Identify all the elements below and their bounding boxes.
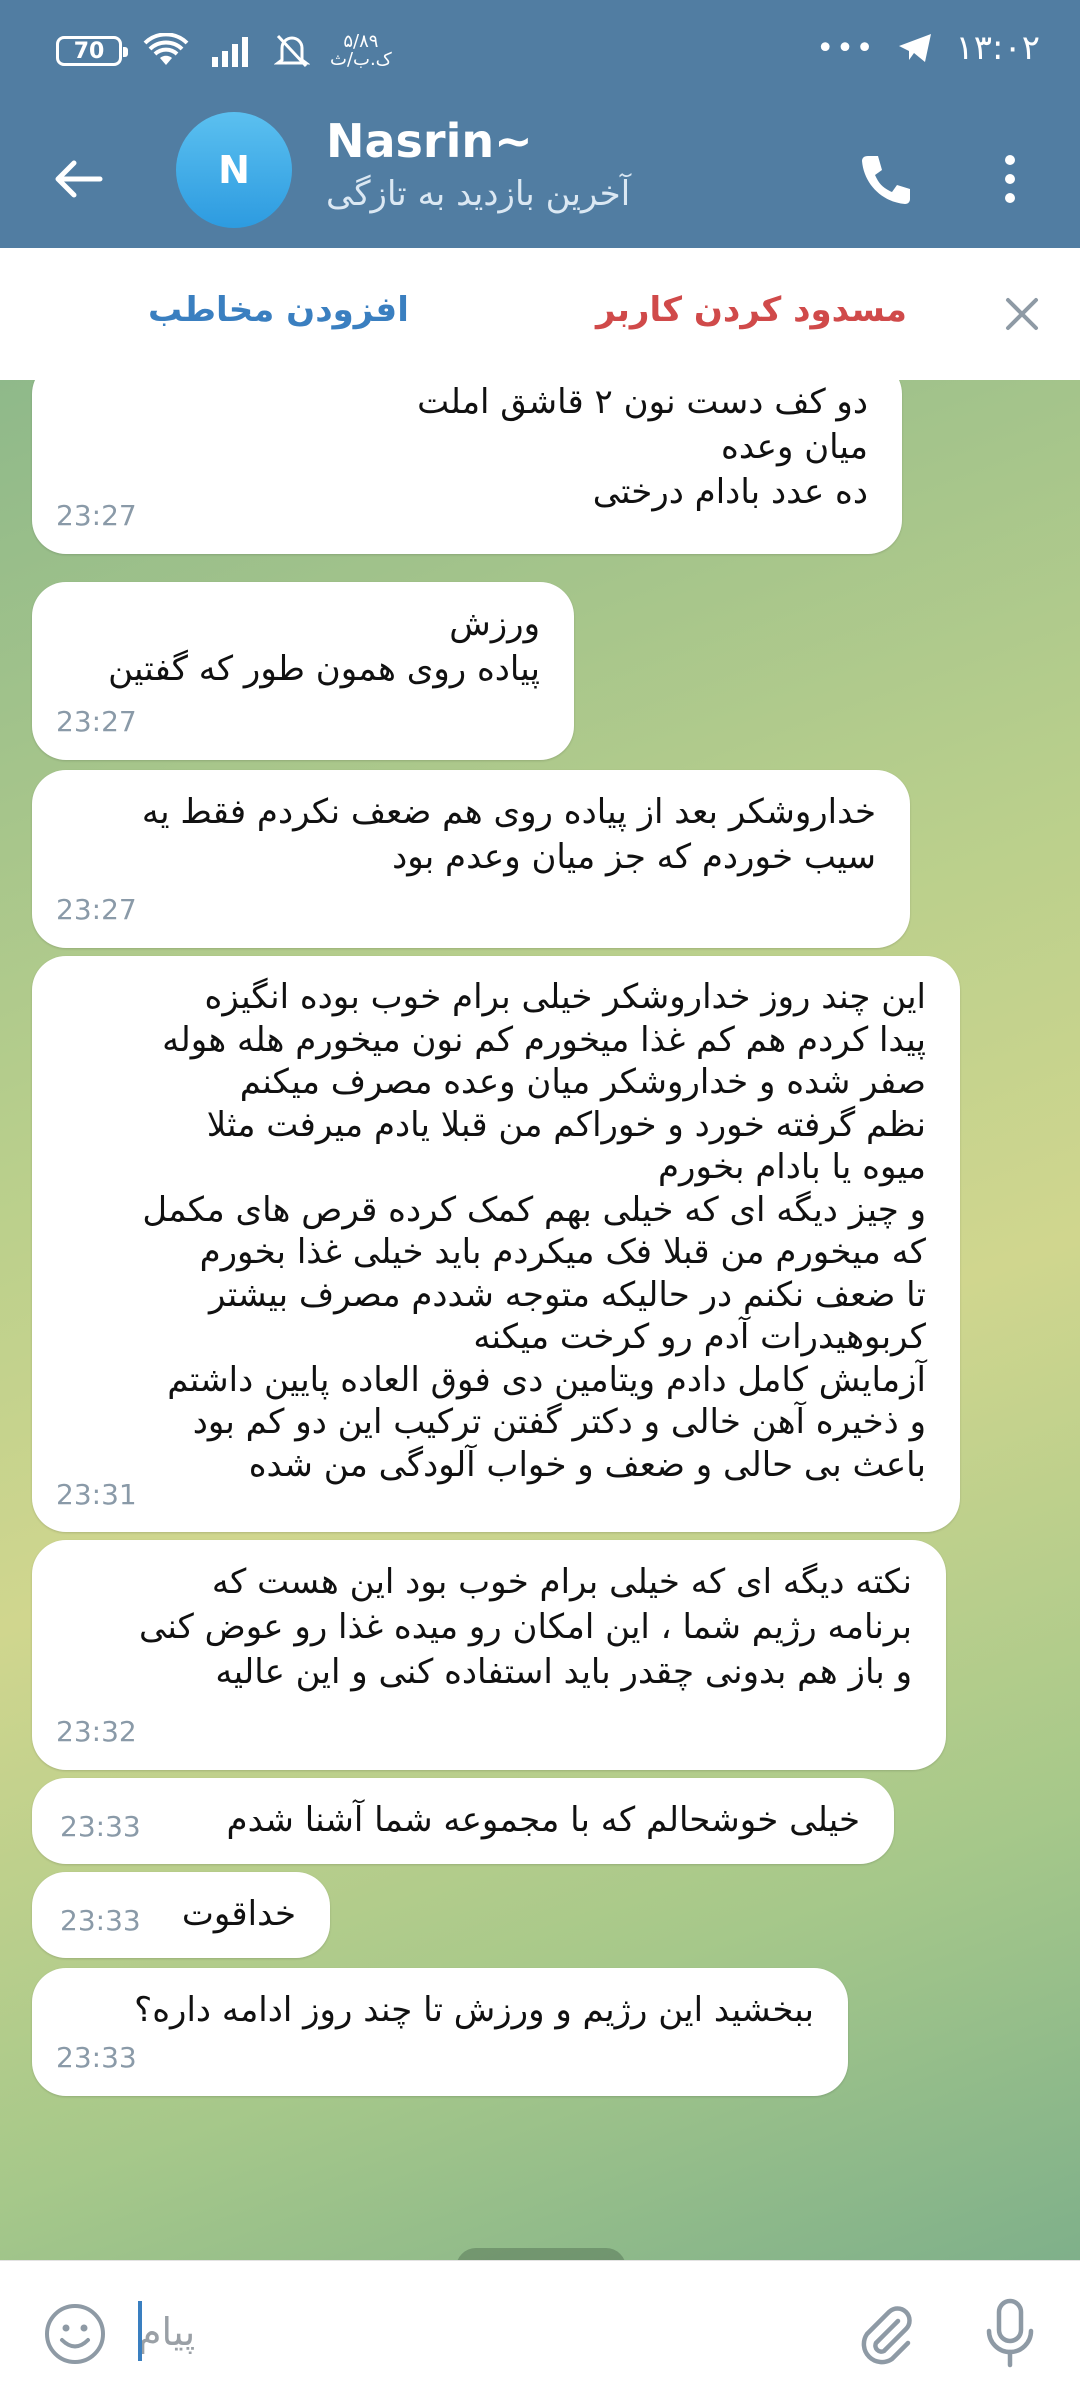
network-speed — [330, 33, 392, 69]
status-bar — [0, 0, 1080, 110]
back-button[interactable] — [44, 144, 114, 214]
message-bubble[interactable] — [32, 1778, 894, 1864]
microphone-icon — [980, 2295, 1040, 2373]
message-line: برنامه رژیم شما ، این امکان رو میده غذا رو عوض کنی — [139, 1607, 912, 1647]
message-line: و چیز دیگه ای که خیلی بهم کمک کرده قرص های مکمل — [142, 1189, 926, 1230]
close-action-bar-button[interactable] — [1000, 292, 1044, 336]
message-line: که میخورم من قبلا فک میکردم باید خیلی غذا بخورم — [199, 1232, 926, 1272]
message-time: 23:27 — [56, 705, 137, 738]
signal-icon — [210, 35, 254, 67]
emoji-icon — [42, 2301, 108, 2367]
contact-name[interactable]: Nasrin~ — [326, 114, 533, 168]
message-bubble[interactable] — [32, 956, 960, 1532]
message-time: 23:31 — [56, 1477, 137, 1511]
message-line: خداقوت — [181, 1894, 296, 1934]
message-input[interactable] — [136, 2291, 780, 2373]
message-line: این چند روز خداروشکر خیلی برام خوب بوده انگیزه — [204, 977, 926, 1017]
more-menu-button[interactable] — [990, 144, 1030, 214]
status-right — [816, 28, 1040, 68]
message-time: 23:32 — [56, 1715, 137, 1748]
text-cursor — [138, 2301, 142, 2361]
chat-header — [0, 110, 1080, 248]
message-bubble[interactable] — [32, 380, 902, 554]
more-dots-icon: ••• — [816, 30, 876, 66]
battery-level: 70 — [73, 38, 105, 64]
more-vertical-icon — [990, 144, 1030, 214]
message-bubble[interactable] — [32, 582, 574, 760]
message-line: باعث بی حالی و ضعف و خواب آلودگی من شده — [248, 1444, 926, 1485]
attach-button[interactable] — [850, 2299, 920, 2369]
message-line: پیاده روی همون طور که گفتین — [108, 649, 540, 689]
date-pill — [456, 2248, 626, 2260]
paperclip-icon — [850, 2299, 920, 2369]
message-line: میوه یا بادام بخورم — [658, 1147, 926, 1187]
bell-off-icon — [274, 32, 310, 70]
message-line: صفر شده و خداروشکر میان وعده مصرف میکنم — [239, 1062, 926, 1102]
avatar[interactable] — [176, 112, 292, 228]
contact-action-bar — [0, 248, 1080, 381]
wifi-icon — [142, 33, 190, 69]
message-line: دو کف دست نون ۲ قاشق املت — [417, 382, 868, 422]
message-line: ده عدد بادام درختی — [592, 472, 868, 512]
close-icon — [1000, 292, 1044, 336]
contact-status: آخرین بازدید به تازگی — [326, 174, 631, 214]
message-line: پیدا کردم هم کم غذا میخورم کم نون میخورم هله هوله — [162, 1019, 926, 1060]
message-time: 23:33 — [60, 1810, 141, 1843]
message-time: 23:27 — [56, 893, 137, 926]
message-bubble[interactable] — [32, 1968, 848, 2096]
message-line: خداروشکر بعد از پیاده روی هم ضعف نکردم فقط یه — [141, 792, 876, 832]
message-line: آزمایش کامل دادم ویتامین دی فوق العاده پایین داشتم — [167, 1359, 926, 1400]
block-user-button[interactable]: مسدود کردن کاربر — [596, 290, 907, 330]
message-time: 23:33 — [56, 2041, 137, 2074]
avatar-letter: N — [218, 148, 250, 192]
arrow-left-icon — [44, 144, 114, 214]
message-time: 23:27 — [56, 499, 137, 532]
add-contact-button[interactable]: افزودن مخاطب — [148, 290, 409, 330]
telegram-icon — [897, 32, 933, 64]
message-line: و باز هم بدونی چقدر باید استفاده کنی و این عالیه — [215, 1652, 912, 1692]
message-time: 23:33 — [60, 1904, 141, 1937]
battery-icon — [56, 36, 122, 66]
chat-area[interactable] — [0, 380, 1080, 2260]
message-line: ورزش — [449, 604, 540, 644]
message-line: ببخشید این رژیم و ورزش تا چند روز ادامه داره؟ — [134, 1990, 814, 2030]
speed-unit: ک.ب/ث — [330, 49, 392, 70]
message-bubble[interactable] — [32, 770, 910, 948]
message-line: میان وعده — [721, 427, 868, 467]
message-line: کربوهیدرات آدم رو کرخت میکنه — [473, 1317, 926, 1357]
message-bubble[interactable] — [32, 1872, 330, 1958]
message-line: نظم گرفته خورد و خوراکم من قبلا یادم میرفت مثلا — [206, 1104, 926, 1145]
status-left-icons — [56, 32, 392, 70]
message-input-bar — [0, 2260, 1080, 2401]
clock: ۱۳:۰۲ — [955, 28, 1040, 68]
phone-icon — [850, 144, 920, 214]
voice-message-button[interactable] — [980, 2295, 1040, 2373]
speed-value: ۵/۸۹ — [343, 31, 379, 52]
message-bubble[interactable] — [32, 1540, 946, 1770]
message-line: و ذخیره آهن خالی و دکتر گفتن ترکیب این دو کم بود — [192, 1402, 926, 1442]
message-line: نکته دیگه ای که خیلی برام خوب بود این هست که — [211, 1562, 912, 1602]
message-line: خیلی خوشحالم که با مجموعه شما آشنا شدم — [226, 1800, 860, 1840]
call-button[interactable] — [850, 144, 920, 214]
message-line: سیب خوردم که جز میان وعدم بود — [392, 837, 876, 877]
message-line: تا ضعف نکنم در حالیکه متوجه شددم مصرف بیشتر — [208, 1274, 926, 1315]
emoji-button[interactable] — [42, 2301, 108, 2367]
